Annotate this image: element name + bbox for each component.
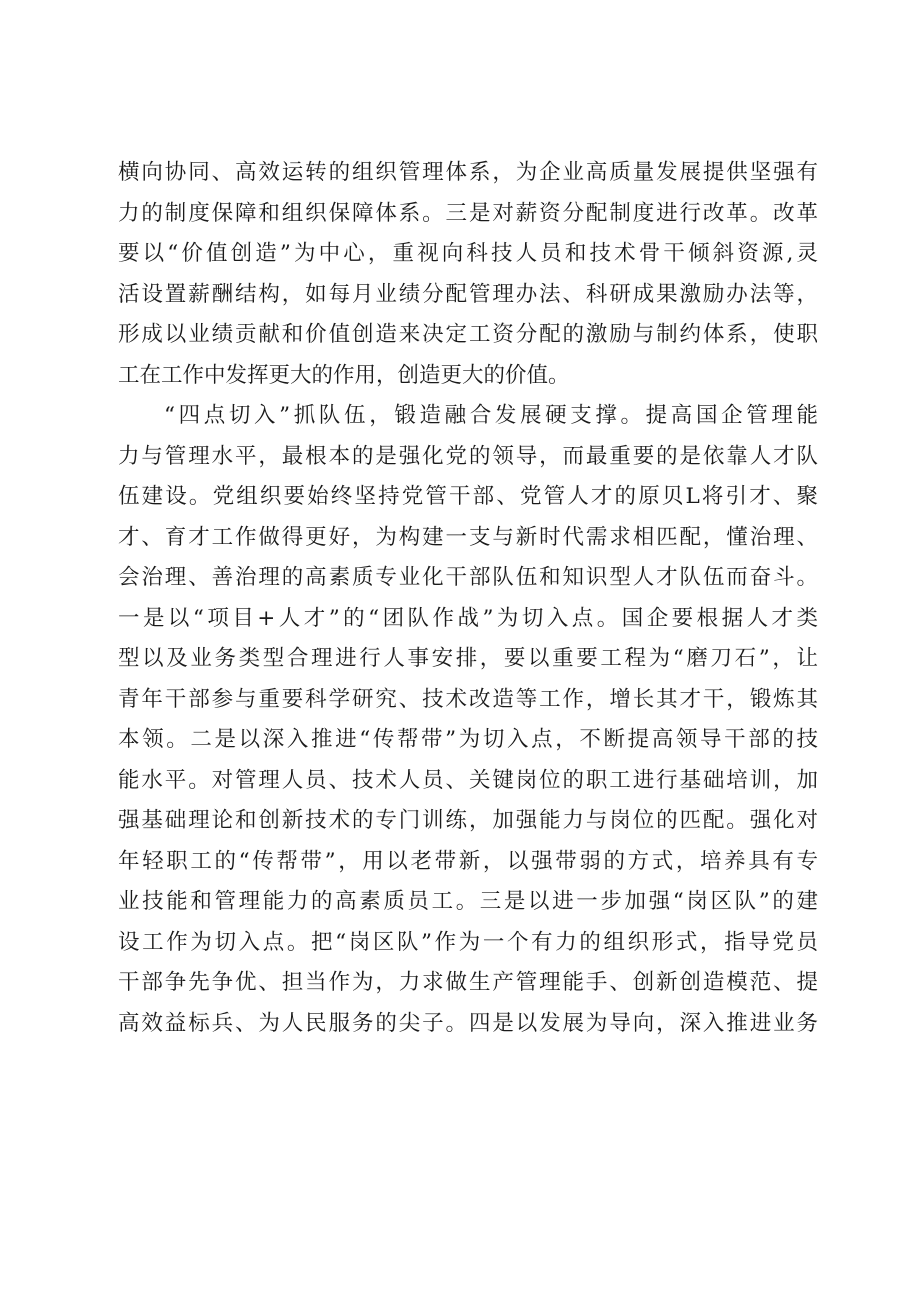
text-line: 青年干部参与重要科学研究、技术改造等工作，增长其才干，锻炼其 [118, 686, 818, 712]
text-line: 会治理、善治理的高素质专业化干部队伍和知识型人才队伍而奋斗。 [118, 565, 818, 590]
text-line: 伍建设。党组织要始终坚持党管干部、党管人才的原贝L将引才、聚 [118, 484, 818, 509]
text-line: 设工作为切入点。把“岗区队”作为一个有力的组织形式，指导党员 [118, 929, 818, 955]
text-line: 力的制度保障和组织保障体系。三是对薪资分配制度进行改革。改革 [118, 200, 818, 226]
text-line: 要以“价值创造”为中心，重视向科技人员和技术骨干倾斜资源,灵 [118, 241, 818, 266]
text-line: 业技能和管理能力的高素质员工。三是以进一步加强“岗区队”的建 [118, 889, 818, 914]
text-line: 才、育才工作做得更好，为构建一支与新时代需求相匹配，懂治理、 [118, 524, 818, 550]
text-line: 型以及业务类型合理进行人事安排，要以重要工程为“磨刀石”，让 [118, 646, 818, 671]
text-line: 力与管理水平，最根本的是强化党的领导，而最重要的是依靠人才队 [118, 443, 818, 469]
text-line: “四点切入”抓队伍，锻造融合发展硬支撑。提高国企管理能 [164, 403, 818, 428]
text-line: 工在工作中发挥更大的作用，创造更大的价值。 [118, 362, 570, 388]
text-line: 活设置薪酬结构，如每月业绩分配管理办法、科研成果激励办法等， [118, 281, 818, 307]
text-line: 能水平。对管理人员、技术人员、关键岗位的职工进行基础培训，加 [118, 767, 818, 793]
text-line: 本领。二是以深入推进“传帮带”为切入点，不断提高领导干部的技 [118, 727, 818, 752]
text-line: 强基础理论和创新技术的专门训练，加强能力与岗位的匹配。强化对 [118, 808, 818, 833]
text-line: 干部争先争优、担当作为，力求做生产管理能手、创新创造模范、提 [118, 970, 818, 995]
text-line: 年轻职工的“传帮带”，用以老带新，以强带弱的方式，培养具有专 [118, 848, 818, 874]
paragraph-four-points [118, 396, 818, 1044]
text-line: 高效益标兵、为人民服务的尖子。四是以发展为导向，深入推进业务 [118, 1010, 818, 1036]
text-line: 一是以“项目+人才”的“团队作战”为切入点。国企要根据人才类 [118, 605, 818, 631]
text-line: 横向协同、高效运转的组织管理体系，为企业高质量发展提供坚强有 [118, 160, 818, 185]
paragraph-salary-reform [118, 153, 818, 396]
text-line: 形成以业绩贡献和价值创造来决定工资分配的激励与制约体系，使职 [118, 322, 818, 347]
